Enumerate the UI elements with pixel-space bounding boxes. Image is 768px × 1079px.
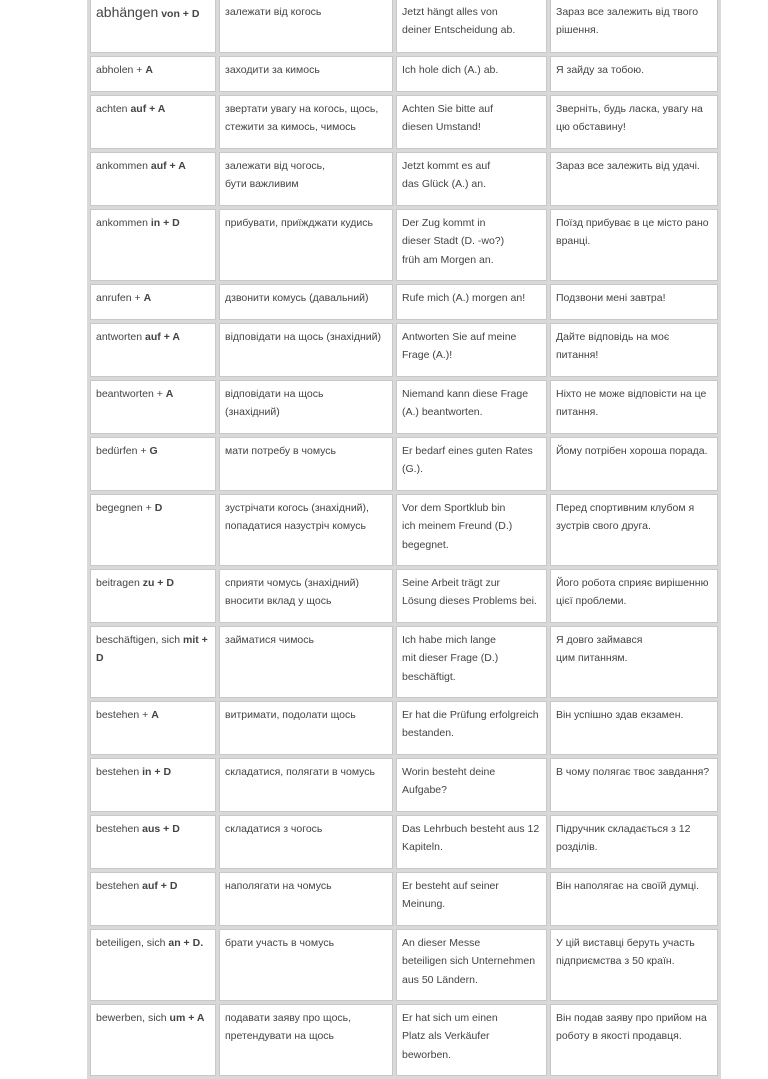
german-example-cell: Niemand kann diese Frage (A.) beantworten.	[396, 380, 547, 434]
verb-text: bestehen	[96, 880, 140, 892]
verb-cell	[90, 437, 216, 491]
table-row	[90, 929, 718, 1001]
verb-cell	[90, 701, 216, 755]
ukrainian-example-cell: Перед спортивним клубом я зустрів свого друга.	[550, 494, 718, 566]
translation-cell: відповідати на щось (знахідний)	[219, 380, 393, 434]
ukrainian-example-cell: Він наполягає на своїй думці.	[550, 872, 718, 926]
table-row	[90, 152, 718, 206]
ukrainian-example-cell: Я довго займався цим питанням.	[550, 626, 718, 698]
table-row	[90, 323, 718, 377]
table-row	[90, 569, 718, 623]
ukrainian-example-cell: Я зайду за тобою.	[550, 56, 718, 92]
verb-cell	[90, 872, 216, 926]
verb-cell	[90, 815, 216, 869]
ukrainian-example-cell: Зверніть, будь ласка, увагу на цю обставину!	[550, 95, 718, 149]
verb-text: bestehen	[96, 766, 140, 778]
german-example-cell: Ich habe mich lange mit dieser Frage (D.) beschäftigt.	[396, 626, 547, 698]
verb-text: antworten	[96, 331, 143, 343]
verb-cell	[90, 626, 216, 698]
verb-preposition-table	[87, 0, 721, 1079]
preposition-case: G	[149, 445, 158, 457]
translation-cell: займатися чимось	[219, 626, 393, 698]
table-row	[90, 380, 718, 434]
verb-text: bestehen	[96, 823, 140, 835]
preposition-case: von + D	[161, 8, 200, 20]
verb-text: abholen +	[96, 64, 143, 76]
ukrainian-example-cell: Ніхто не може відповісти на це питання.	[550, 380, 718, 434]
translation-cell: подавати заяву про щось, претендувати на щось	[219, 1004, 393, 1076]
ukrainian-example-cell: Його робота сприяє вирішенню цієї проблеми.	[550, 569, 718, 623]
translation-cell: заходити за кимось	[219, 56, 393, 92]
verb-text: beteiligen, sich	[96, 937, 166, 949]
translation-cell: наполягати на чомусь	[219, 872, 393, 926]
preposition-case: A	[145, 64, 153, 76]
ukrainian-example-cell: Подзвони мені завтра!	[550, 284, 718, 320]
preposition-case: auf + A	[145, 331, 180, 343]
translation-cell: звертати увагу на когось, щось, стежити за кимось, чимось	[219, 95, 393, 149]
verb-cell	[90, 380, 216, 434]
verb-cell	[90, 494, 216, 566]
verb-cell	[90, 209, 216, 281]
verb-cell	[90, 284, 216, 320]
german-example-cell: Er bedarf eines guten Rates (G.).	[396, 437, 547, 491]
verb-cell	[90, 323, 216, 377]
german-example-cell: Jetzt hängt alles von deiner Entscheidung ab.	[396, 0, 547, 53]
verb-cell	[90, 56, 216, 92]
translation-cell: мати потребу в чомусь	[219, 437, 393, 491]
verb-text: beitragen	[96, 577, 140, 589]
ukrainian-example-cell: Йому потрібен хороша порада.	[550, 437, 718, 491]
preposition-case: zu + D	[142, 577, 174, 589]
german-example-cell: Ich hole dich (A.) ab.	[396, 56, 547, 92]
preposition-case: auf + A	[130, 103, 166, 115]
ukrainian-example-cell: У цій виставці беруть участь підприємства з 50 країн.	[550, 929, 718, 1001]
german-example-cell: Antworten Sie auf meine Frage (A.)!	[396, 323, 547, 377]
table-row	[90, 209, 718, 281]
translation-cell: дзвонити комусь (давальний)	[219, 284, 393, 320]
table-body	[90, 0, 718, 1076]
verb-text: beschäftigen, sich	[96, 634, 181, 646]
verb-text: begegnen +	[96, 502, 152, 514]
table-row	[90, 701, 718, 755]
preposition-case: A	[143, 292, 152, 304]
translation-cell: зустрічати когось (знахідний), попадатися назустріч комусь	[219, 494, 393, 566]
verb-text: anrufen +	[96, 292, 141, 304]
table-row	[90, 437, 718, 491]
verb-text: ankommen	[96, 160, 148, 172]
translation-cell: сприяти чомусь (знахідний) вносити вклад у щось	[219, 569, 393, 623]
german-example-cell: Achten Sie bitte auf diesen Umstand!	[396, 95, 547, 149]
preposition-case: A	[165, 388, 174, 400]
ukrainian-example-cell: В чому полягає твоє завдання?	[550, 758, 718, 812]
german-example-cell: Seine Arbeit trägt zur Lösung dieses Problems bei.	[396, 569, 547, 623]
table-row	[90, 872, 718, 926]
verb-cell	[90, 1004, 216, 1076]
preposition-case: mit + D	[96, 634, 208, 665]
verb-cell	[90, 95, 216, 149]
verb-cell	[90, 569, 216, 623]
ukrainian-example-cell: Підручник складається з 12 розділів.	[550, 815, 718, 869]
ukrainian-example-cell: Зараз все залежить від удачі.	[550, 152, 718, 206]
translation-cell: брати участь в чомусь	[219, 929, 393, 1001]
translation-cell: залежати від чогось, бути важливим	[219, 152, 393, 206]
translation-cell: витримати, подолати щось	[219, 701, 393, 755]
verb-text: bewerben, sich	[96, 1012, 167, 1024]
verb-text: beantworten +	[96, 388, 163, 400]
ukrainian-example-cell: Він подав заяву про прийом на роботу в якості продавця.	[550, 1004, 718, 1076]
german-example-cell: Rufe mich (A.) morgen an!	[396, 284, 547, 320]
preposition-case: um + A	[169, 1012, 205, 1024]
translation-cell: прибувати, приїжджати кудись	[219, 209, 393, 281]
table-row	[90, 284, 718, 320]
translation-cell: складатися, полягати в чомусь	[219, 758, 393, 812]
german-example-cell: Vor dem Sportklub bin ich meinem Freund (D.) begegnet.	[396, 494, 547, 566]
ukrainian-example-cell: Він успішно здав екзамен.	[550, 701, 718, 755]
preposition-case: aus + D	[142, 823, 180, 835]
preposition-case: auf + A	[150, 160, 186, 172]
verb-cell	[90, 929, 216, 1001]
ukrainian-example-cell: Дайте відповідь на моє питання!	[550, 323, 718, 377]
german-example-cell: Er besteht auf seiner Meinung.	[396, 872, 547, 926]
verb-cell	[90, 758, 216, 812]
table-row	[90, 626, 718, 698]
table-row	[90, 56, 718, 92]
german-example-cell: Er hat die Prüfung erfolgreich bestanden.	[396, 701, 547, 755]
verb-cell	[90, 0, 216, 53]
german-example-cell: Jetzt kommt es auf das Glück (A.) an.	[396, 152, 547, 206]
translation-cell: складатися з чогось	[219, 815, 393, 869]
verb-text: bestehen +	[96, 709, 149, 721]
preposition-case: an + D.	[168, 937, 204, 949]
german-example-cell: Das Lehrbuch besteht aus 12 Kapiteln.	[396, 815, 547, 869]
translation-cell: залежати від когось	[219, 0, 393, 53]
table-row	[90, 95, 718, 149]
preposition-case: D	[154, 502, 163, 514]
preposition-case: auf + D	[142, 880, 178, 892]
german-example-cell: Der Zug kommt in dieser Stadt (D. -wo?) früh am Morgen an.	[396, 209, 547, 281]
table-row	[90, 494, 718, 566]
table-row	[90, 0, 718, 53]
verb-text: achten	[96, 103, 128, 115]
preposition-case: in + D	[142, 766, 172, 778]
ukrainian-example-cell: Поїзд прибуває в це місто рано вранці.	[550, 209, 718, 281]
preposition-case: A	[151, 709, 159, 721]
translation-cell: відповідати на щось (знахідний)	[219, 323, 393, 377]
preposition-case: in + D	[150, 217, 180, 229]
table-row	[90, 1004, 718, 1076]
verb-text: ankommen	[96, 217, 148, 229]
german-example-cell: Worin besteht deine Aufgabe?	[396, 758, 547, 812]
german-example-cell: An dieser Messe beteiligen sich Unternehmen aus 50 Ländern.	[396, 929, 547, 1001]
verb-text: bedürfen +	[96, 445, 147, 457]
ukrainian-example-cell: Зараз все залежить від твого рішення.	[550, 0, 718, 53]
verb-text: abhängen	[96, 4, 159, 20]
table-row	[90, 758, 718, 812]
german-example-cell: Er hat sich um einen Platz als Verkäufer beworben.	[396, 1004, 547, 1076]
verb-cell	[90, 152, 216, 206]
table-row	[90, 815, 718, 869]
